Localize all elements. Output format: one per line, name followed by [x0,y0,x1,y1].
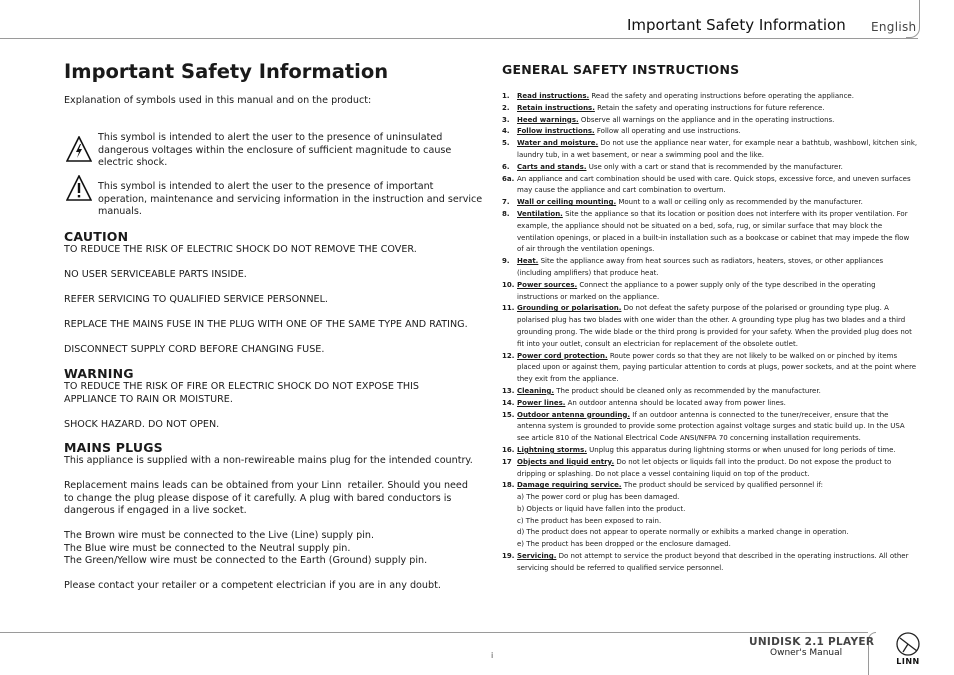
item-number: 12. [502,351,515,360]
caution-heading: CAUTION [64,229,129,244]
item-text: An appliance and cart combination should be used with care. Quick stops, excessive force, and uneven surfaces may cause the appliance and cart combination to overturn. [517,174,911,195]
item-text: Follow all operating and use instructions. [594,127,741,136]
page-number: i [491,651,494,660]
symbol-row-voltage [64,132,484,172]
safety-instruction-item [502,504,918,516]
item-text: e) The product has been dropped or the enclosure damaged. [517,540,731,549]
safety-instructions-list [502,91,918,575]
header-language: English [871,20,917,34]
item-title: Servicing. [517,552,557,561]
exclamation-warning-icon [66,175,92,201]
item-text: Mount to a wall or ceiling only as recommended by the manufacturer. [616,198,863,207]
manual-name: Owner's Manual [770,648,843,658]
item-text: Use only with a cart or stand that is recommended by the manufacturer. [586,162,843,171]
item-text: Read the safety and operating instructions before operating the appliance. [589,92,854,100]
item-number: 10. [502,280,515,289]
safety-instruction-item [502,516,918,528]
item-title: Cleaning. [517,386,555,395]
safety-instruction-item [502,138,918,162]
item-text: Do not use the appliance near water, for example near a bathtub, washbowl, kitchen sink, laundry tub, in a wet basement, or near a swimming pool and the like. [517,139,918,159]
general-safety-section [502,62,918,77]
item-title: Objects and liquid entry. [517,457,615,466]
safety-instruction-item [502,280,918,304]
item-number: 16. [502,445,515,454]
warning-heading: WARNING [64,366,134,381]
item-title: Read instructions. [517,92,590,100]
item-number: 6. [502,162,510,171]
wire-instruction: The Brown wire must be connected to the Live (Line) supply pin. [64,530,374,541]
linn-wordmark: LINN [896,657,920,666]
item-text: a) The power cord or plug has been damaged. [517,493,680,502]
caution-line: REPLACE THE MAINS FUSE IN THE PLUG WITH ONE OF THE SAME TYPE AND RATING. [64,319,468,330]
item-number: 14. [502,398,515,407]
item-text: Unplug this apparatus during lightning storms or when unused for long periods of time. [586,445,896,454]
caution-section [64,230,484,357]
caution-line: NO USER SERVICEABLE PARTS INSIDE. [64,269,247,280]
item-title: Power sources. [517,280,578,289]
warning-line: TO REDUCE THE RISK OF FIRE OR ELECTRIC SHOCK DO NOT EXPOSE THIS APPLIANCE TO RAIN OR MOISTURE. [64,381,423,405]
item-number: 2. [502,103,510,112]
safety-instruction-item [502,256,918,280]
safety-instruction-item [502,174,918,198]
item-title: Grounding or polarisation. [517,304,622,313]
mains-plugs-heading: MAINS PLUGS [64,440,163,455]
item-number: 8. [502,209,510,218]
safety-instruction-item [502,492,918,504]
safety-instruction-item [502,527,918,539]
item-text: Site the appliance away from heat sources such as radiators, heaters, stoves, or other appliances (including amplifiers) that produce heat. [517,257,884,277]
item-text: Connect the appliance to a power supply only of the type described in the operating instructions or marked on the appliance. [517,280,876,301]
item-title: Water and moisture. [517,139,599,148]
safety-instruction-item [502,126,918,138]
item-number: 18. [502,481,515,490]
item-title: Ventilation. [517,209,563,218]
item-text: c) The product has been exposed to rain. [517,516,662,525]
symbols-intro: Explanation of symbols used in this manual and on the product: [64,95,372,106]
item-number: 9. [502,257,510,266]
item-title: Outdoor antenna grounding. [517,410,631,419]
item-title: Heat. [517,257,539,266]
item-number: 6a. [502,174,515,183]
wire-instruction: The Green/Yellow wire must be connected to the Earth (Ground) supply pin. [64,555,428,566]
item-title: Follow instructions. [517,127,595,136]
item-title: Lightning storms. [517,445,587,454]
safety-instruction-item [502,386,918,398]
safety-instruction-item [502,162,918,174]
lightning-warning-icon [66,136,92,162]
item-title: Carts and stands. [517,162,587,171]
safety-instruction-item [502,303,918,350]
general-safety-heading: GENERAL SAFETY INSTRUCTIONS [502,62,740,77]
item-text: An outdoor antenna should be located away from power lines. [565,398,786,407]
safety-instruction-item [502,115,918,127]
wire-instruction: The Blue wire must be connected to the Neutral supply pin. [64,542,351,554]
safety-instruction-item [502,351,918,386]
header-rule [0,38,918,39]
caution-line: REFER SERVICING TO QUALIFIED SERVICE PERSONNEL. [64,294,328,305]
item-number: 1. [502,92,510,100]
item-text: Observe all warnings on the appliance and in the operating instructions. [578,115,835,124]
item-text: Route power cords so that they are not likely to be walked on or pinched by items placed upon or against them, paying particular attention to cords at plugs, power sockets, and at the point where they exit from the appliance. [517,351,917,384]
item-text: Do not let objects or liquids fall into the product. Do not expose the product to dripping or splashing. Do not place a vessel containing liquid on top of the product. [517,457,892,478]
item-number: 5. [502,139,510,148]
mains-paragraph: This appliance is supplied with a non-rewireable mains plug for the intended country. [64,455,473,466]
caution-line: DISCONNECT SUPPLY CORD BEFORE CHANGING FUSE. [64,344,325,355]
symbol-text-attention: This symbol is intended to alert the user to the presence of important operation, maintenance and servicing information in the instruction and service manuals. [98,181,483,217]
item-text: The product should be serviced by qualified personnel if: [621,481,823,490]
warning-line: SHOCK HAZARD. DO NOT OPEN. [64,418,220,430]
item-text: If an outdoor antenna is connected to the tuner/receiver, ensure that the antenna system is grounded to provide some protection against voltage surges and static build up. In the USA see article 810 of the National Electrical Code ANSI/NFPA 70 concerning installation requirements. [517,410,905,443]
item-text: Do not defeat the safety purpose of the polarised or grounding type plug. A polarised plug has two blades with one wider than the other. A grounding type plug has two blades and a third grounding prong. The wide blade or the third prong is provided for your safety. When the provided plug does not fit into your outlet, consult an electrician for replacement of the obsolete outlet. [517,304,912,348]
safety-instruction-item [502,91,918,103]
symbol-text-voltage: This symbol is intended to alert the user to the presence of uninsulated dangerous voltages within the enclosure of sufficient magnitude to cause electric shock. [98,132,452,168]
item-title: Damage requiring service. [517,481,622,490]
safety-instruction-item [502,197,918,209]
item-title: Power lines. [517,398,566,407]
page-title: Important Safety Information [64,60,389,83]
safety-instruction-item [502,551,918,575]
caution-line: TO REDUCE THE RISK OF ELECTRIC SHOCK DO NOT REMOVE THE COVER. [64,244,417,255]
item-title: Heed warnings. [517,115,579,124]
item-title: Wall or ceiling mounting. [517,198,617,207]
item-number: 13. [502,386,515,395]
safety-instruction-item [502,480,918,492]
mains-paragraph: Please contact your retailer or a competent electrician if you are in any doubt. [64,580,441,591]
safety-instruction-item [502,410,918,445]
item-text: d) The product does not appear to operate normally or exhibits a marked change in operation. [517,528,849,537]
warning-section [64,367,484,431]
linn-logo [893,630,923,670]
safety-instruction-item [502,539,918,551]
item-number: 7. [502,198,510,207]
item-title: Power cord protection. [517,351,608,360]
header-title: Important Safety Information [627,16,846,34]
symbol-row-attention [64,181,484,217]
item-number: 17 [502,457,512,466]
mains-plugs-section [64,441,484,593]
safety-instruction-item [502,457,918,481]
item-text: Retain the safety and operating instructions for future reference. [594,103,825,112]
footer-rule [0,632,868,633]
safety-instruction-item [502,398,918,410]
item-number: 15. [502,410,515,419]
item-title: Retain instructions. [517,103,595,112]
item-text: Do not attempt to service the product beyond that described in the operating instructions. All other servicing should be referred to qualified service personnel. [517,552,909,572]
item-number: 4. [502,127,510,136]
safety-instruction-item [502,103,918,115]
safety-instruction-item [502,209,918,256]
safety-instruction-item [502,445,918,457]
item-number: 19. [502,552,515,561]
mains-paragraph: Replacement mains leads can be obtained from your Linn retailer. Should you need to change the plug please dispose of it carefully. A plug with bared conductors is dangerous if engaged in a live socket. [64,480,471,516]
item-text: b) Objects or liquid have fallen into the product. [517,504,686,513]
item-text: Site the appliance so that its location or position does not interfere with its proper ventilation. For example, the appliance should not be situated on a bed, sofa, rug, or similar surface that may block the ventilation openings, or placed in a built-in installation such as a bookcase or cabinet that may impede the flow of air through the ventilation openings. [517,209,910,254]
product-name: UNIDISK 2.1 PLAYER [749,636,875,648]
item-text: The product should be cleaned only as recommended by the manufacturer. [554,386,821,395]
item-number: 3. [502,115,510,124]
item-number: 11. [502,304,515,313]
